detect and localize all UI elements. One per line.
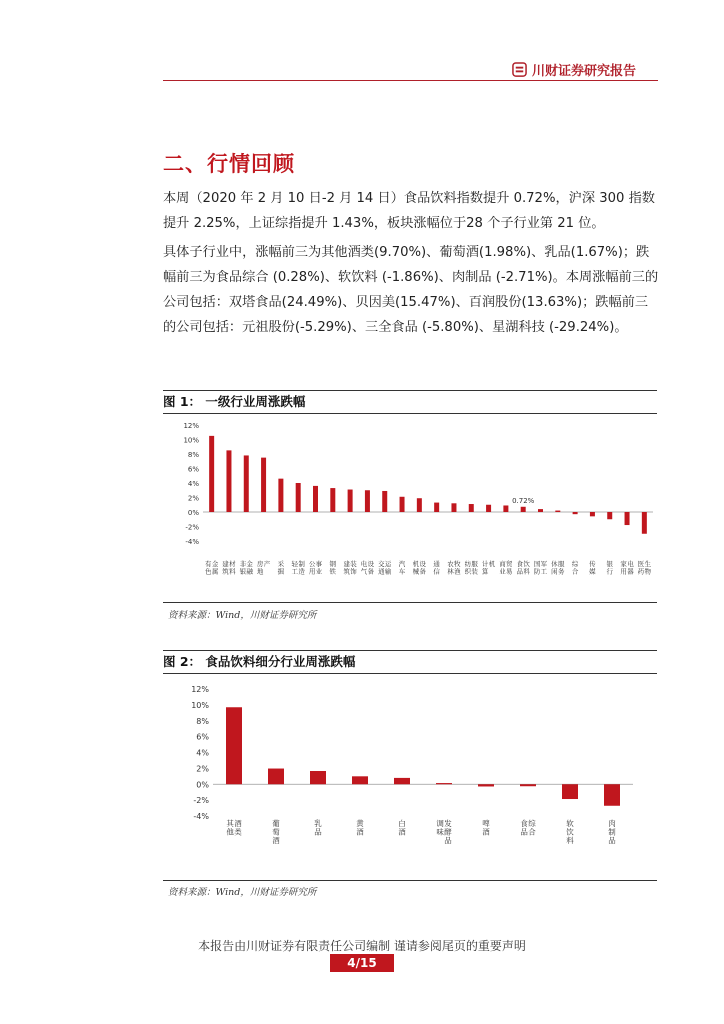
category-label: 械 [412, 567, 420, 576]
category-label: 类 [234, 827, 242, 837]
brand-name: 川财证券研究报告 [532, 64, 637, 79]
bar-啤酒 [478, 784, 494, 786]
category-label: 设 [367, 560, 375, 568]
bar-电气设备 [365, 490, 370, 512]
category-label: 输 [384, 567, 392, 576]
category-label: 物 [644, 567, 652, 576]
category-label: 器 [627, 567, 634, 576]
category-label: 色 [204, 567, 212, 576]
category-label: 业 [315, 567, 323, 576]
category-label: 用 [620, 567, 627, 576]
bar-白酒 [394, 778, 410, 784]
bar-建筑材料 [226, 450, 231, 512]
category-label: 酒 [272, 836, 280, 845]
y-tick-label: -4% [185, 538, 199, 546]
category-label: 品 [444, 836, 452, 845]
category-label: 车 [398, 567, 406, 576]
bar-软饮料 [562, 784, 578, 799]
category-label: 公 [308, 560, 316, 568]
category-label: 料 [229, 567, 236, 576]
category-label: 织 [464, 567, 472, 576]
bar-纺织服装 [469, 504, 474, 512]
bar-房地产 [261, 458, 266, 512]
category-label: 渔 [454, 567, 461, 576]
category-label: 轻 [291, 560, 299, 568]
category-label: 媒 [589, 567, 596, 576]
category-label: 商 [499, 560, 506, 568]
bar-农林牧渔 [451, 503, 456, 512]
y-tick-label: 2% [196, 764, 209, 774]
category-label: 酵 [444, 827, 452, 837]
category-label: 其 [226, 819, 234, 828]
category-label: 味 [436, 827, 444, 837]
y-tick-label: 2% [187, 494, 199, 503]
category-label: 业 [499, 567, 506, 576]
bar-建筑装饰 [348, 490, 353, 512]
category-label: 他 [226, 827, 234, 837]
category-label: 事 [315, 560, 323, 568]
category-label: 掘 [277, 567, 285, 576]
category-label: 设 [419, 560, 427, 568]
figure2-source: 资料来源：Wind，川财证券研究所 [168, 887, 317, 898]
category-label: 建 [222, 560, 229, 568]
category-label: 贸 [506, 560, 513, 568]
figure1-title: 图 1： 一级行业周涨跌幅 [163, 394, 306, 409]
category-label: 运 [384, 560, 392, 568]
category-label: 酒 [482, 827, 490, 837]
data-annotation: 0.72% [512, 496, 535, 505]
category-label: 造 [298, 567, 305, 576]
category-label: 通 [378, 567, 385, 576]
category-label: 房 [256, 560, 264, 568]
bar-银行 [607, 512, 612, 519]
category-label: 务 [557, 567, 565, 576]
bar-非银金融 [244, 455, 249, 512]
category-label: 防 [533, 567, 541, 576]
y-tick-label: 10% [191, 700, 209, 710]
y-tick-label: -2% [193, 796, 209, 806]
page-number: 4/15 [330, 954, 394, 972]
category-label: 品 [516, 567, 524, 576]
category-label: 医 [637, 560, 645, 568]
y-tick-label: 12% [183, 422, 199, 430]
category-label: 汽 [398, 560, 406, 568]
category-label: 肉 [608, 819, 616, 828]
figure2-title-rule [163, 673, 657, 674]
bar-休闲服务 [555, 511, 560, 512]
category-label: 信 [433, 567, 440, 576]
category-label: 装 [471, 567, 478, 576]
category-label: 易 [506, 567, 513, 576]
category-label: 金 [246, 560, 253, 568]
category-label: 国 [533, 560, 541, 568]
bar-黄酒 [352, 776, 368, 784]
category-label: 制 [298, 560, 305, 568]
category-label: 食 [520, 819, 528, 828]
bar-食品综合 [520, 784, 536, 786]
category-label: 酒 [356, 827, 364, 837]
category-label: 白 [398, 819, 406, 828]
y-tick-label: 4% [187, 480, 199, 488]
category-label: 纺 [464, 560, 472, 568]
category-label: 钢 [329, 560, 337, 568]
category-label: 软 [566, 819, 574, 828]
category-label: 电 [627, 560, 634, 568]
category-label: 筑 [222, 567, 229, 576]
y-tick-label: 0% [196, 780, 209, 790]
bar-轻工制造 [296, 483, 301, 512]
y-tick-label: 6% [196, 732, 209, 742]
bar-交通运输 [382, 491, 387, 512]
category-label: 合 [571, 567, 579, 576]
category-label: 综 [571, 560, 579, 568]
category-label: 闲 [551, 567, 558, 576]
category-label: 融 [246, 567, 253, 576]
figure2-bottom-rule [163, 880, 657, 881]
category-label: 工 [291, 567, 299, 576]
y-tick-label: 0% [187, 509, 199, 517]
category-label: 用 [308, 567, 316, 576]
y-tick-label: -2% [185, 523, 199, 532]
footer-disclaimer: 本报告由川财证券有限责任公司编制 谨请参阅尾页的重要声明 [198, 939, 526, 953]
category-label: 机 [412, 560, 420, 568]
bar-商业贸易 [503, 505, 508, 512]
category-label: 金 [211, 560, 219, 568]
category-label: 药 [637, 567, 645, 576]
category-label: 料 [566, 836, 574, 845]
category-label: 酒 [398, 827, 406, 837]
category-label: 铁 [329, 567, 337, 576]
category-label: 饰 [350, 567, 357, 576]
bar-食品饮料 [521, 507, 526, 512]
category-label: 饮 [523, 560, 530, 568]
y-tick-label: 10% [183, 436, 199, 445]
paragraph-detail: 具体子行业中，涨幅前三为其他酒类(9.70%)、葡萄酒(1.98%)、乳品(1.67%)；跌幅前三为食品综合 (0.28%)、软饮料 (-1.86%)、肉制品 (-2.71%)。本周涨幅前三的公司包括：双塔食品(24.49%)、贝因美(15.47%)、百润股份(13.63%)；跌幅前三的公司包括：元祖股份(-5.29%)、三全食品 (-5.80%)、星湖科技 (-29.24%)。 [163, 245, 659, 335]
category-label: 建 [343, 560, 350, 568]
bar-国防军工 [538, 509, 543, 512]
bar-葡萄酒 [268, 769, 284, 785]
category-label: 材 [229, 560, 236, 568]
category-label: 备 [419, 567, 427, 576]
category-label: 银 [606, 560, 613, 568]
category-label: 综 [528, 819, 536, 828]
bar-汽车 [400, 497, 405, 512]
y-tick-label: 4% [196, 748, 209, 758]
category-label: 料 [523, 567, 530, 576]
category-label: 工 [540, 567, 548, 576]
bar-机械设备 [417, 498, 422, 512]
category-label: 食 [516, 560, 524, 568]
figure2-chart [163, 680, 657, 878]
category-label: 计 [481, 560, 489, 568]
category-label: 服 [557, 560, 565, 568]
y-tick-label: 6% [187, 465, 199, 474]
category-label: 牧 [454, 560, 461, 568]
category-label: 品 [608, 836, 616, 845]
bar-家用电器 [625, 512, 630, 525]
category-label: 饮 [566, 827, 574, 837]
bar-传媒 [590, 512, 595, 516]
category-label: 农 [447, 560, 454, 568]
bar-综合 [573, 512, 578, 514]
y-tick-label: -4% [193, 812, 209, 821]
category-label: 银 [239, 567, 247, 576]
category-label: 属 [211, 567, 219, 576]
category-label: 采 [277, 560, 285, 568]
category-label: 合 [528, 827, 536, 837]
category-label: 筑 [343, 567, 350, 576]
category-label: 地 [256, 567, 264, 576]
category-label: 通 [433, 560, 440, 568]
figure1-title-rule [163, 413, 657, 414]
category-label: 装 [350, 560, 357, 568]
paragraph-summary: 本周（2020 年 2 月 10 日-2 月 14 日）食品饮料指数提升 0.72%，沪深 300 指数提升 2.25%，上证综指提升 1.43%，板块涨幅位于28 个子行业第 21 位。 [163, 191, 655, 231]
category-label: 啤 [482, 819, 490, 828]
section-title: 二、行情回顾 [163, 152, 295, 176]
category-label: 电 [360, 560, 368, 568]
bar-医药生物 [642, 512, 647, 534]
category-label: 休 [551, 560, 558, 568]
bar-钢铁 [330, 488, 335, 512]
category-label: 生 [644, 560, 652, 568]
category-label: 传 [589, 560, 596, 568]
category-label: 酒 [234, 819, 242, 828]
category-label: 行 [606, 567, 613, 576]
category-label: 萄 [272, 827, 280, 837]
category-label: 服 [471, 560, 478, 568]
category-label: 林 [447, 567, 454, 576]
category-label: 乳 [314, 819, 322, 828]
figure2-title: 图 2： 食品饮料细分行业周涨跌幅 [163, 654, 356, 669]
category-label: 机 [488, 560, 496, 568]
category-label: 有 [204, 560, 212, 568]
figure1-chart [163, 418, 657, 600]
category-label: 备 [367, 567, 375, 576]
bar-有色金属 [209, 436, 214, 512]
category-label: 军 [540, 560, 548, 568]
figure1-bottom-rule [163, 602, 657, 603]
category-label: 算 [481, 567, 489, 576]
y-tick-label: 12% [191, 685, 209, 694]
bar-乳品 [310, 771, 326, 784]
y-tick-label: 8% [187, 451, 199, 459]
category-label: 制 [608, 827, 616, 837]
bar-计算机 [486, 505, 491, 512]
bar-肉制品 [604, 784, 620, 806]
category-label: 发 [444, 819, 452, 828]
bar-通信 [434, 503, 439, 512]
category-label: 气 [360, 567, 368, 576]
company-logo-icon [512, 62, 527, 77]
header-divider [163, 80, 658, 81]
category-label: 葡 [272, 819, 280, 828]
bar-调味发酵品 [436, 783, 452, 784]
category-label: 家 [620, 560, 627, 568]
y-tick-label: 8% [196, 716, 209, 726]
category-label: 品 [314, 827, 322, 837]
category-label: 调 [436, 819, 444, 828]
figure1-source: 资料来源：Wind，川财证券研究所 [168, 610, 317, 621]
bar-公用事业 [313, 486, 318, 512]
brand-header [512, 60, 636, 79]
bar-采掘 [278, 479, 283, 512]
category-label: 黄 [356, 819, 364, 828]
category-label: 非 [239, 560, 247, 568]
bar-其他酒类 [226, 707, 242, 784]
category-label: 交 [378, 560, 385, 568]
category-label: 品 [520, 827, 528, 837]
category-label: 产 [263, 560, 271, 568]
